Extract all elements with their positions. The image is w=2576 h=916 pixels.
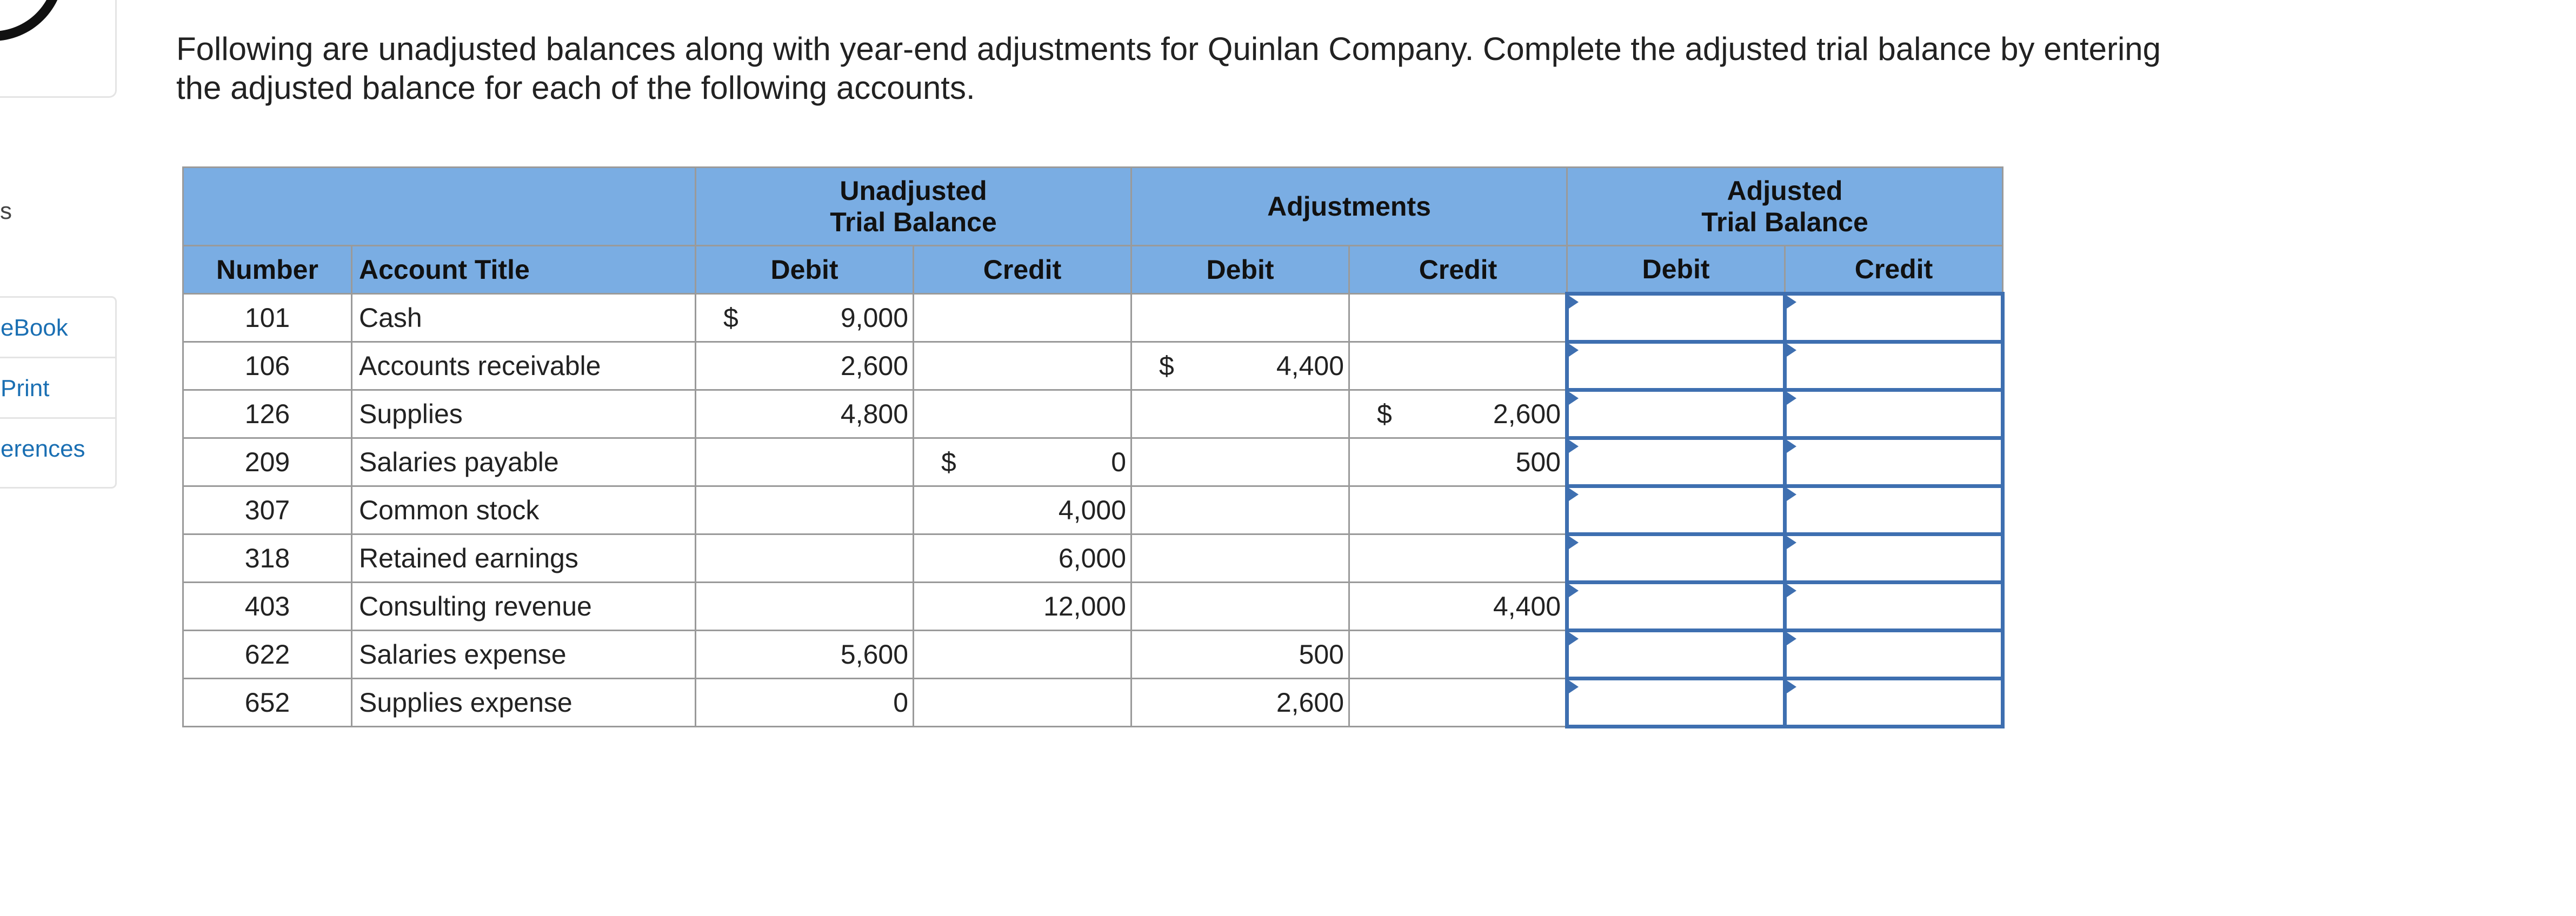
adjusted-debit-input[interactable] [1569, 296, 1783, 340]
unadjusted-credit-cell [914, 438, 1131, 486]
input-marker-icon [1787, 488, 1796, 501]
unadjusted-credit-cell [914, 486, 1131, 534]
unadjusted-credit-cell [914, 534, 1131, 583]
adjusted-debit-input[interactable] [1569, 392, 1783, 436]
unadjusted-credit-cell [914, 294, 1131, 342]
adjusted-debit-input-cell[interactable] [1567, 438, 1785, 486]
unadjusted-credit-value: 4,000 [1058, 495, 1126, 525]
table-row [183, 583, 2003, 631]
adjusted-credit-input-cell[interactable] [1785, 342, 2003, 390]
account-title: Supplies [352, 390, 696, 438]
side-partial-label: s [0, 198, 12, 224]
col-title-header: Account Title [352, 246, 696, 294]
account-title: Supplies expense [352, 679, 696, 727]
dollar-sign: $ [1159, 351, 1174, 381]
unadjusted-debit-value: 0 [893, 687, 908, 718]
unadjusted-debit-cell [696, 534, 914, 583]
trial-balance-table [182, 166, 2005, 728]
account-title: Salaries expense [352, 631, 696, 679]
adjusted-credit-input-cell[interactable] [1785, 390, 2003, 438]
unadjusted-debit-cell [696, 631, 914, 679]
table-row [183, 294, 2003, 342]
adjustment-debit-value: 2,600 [1276, 687, 1344, 718]
unadjusted-credit-cell [914, 583, 1131, 631]
unadjusted-credit-cell [914, 631, 1131, 679]
adjustment-debit-value: 500 [1299, 639, 1344, 670]
account-title: Retained earnings [352, 534, 696, 583]
adjusted-credit-input-cell[interactable] [1785, 534, 2003, 583]
adjusted-debit-input-cell[interactable] [1567, 486, 1785, 534]
input-marker-icon [1787, 680, 1796, 693]
unadjusted-credit-cell [914, 390, 1131, 438]
input-marker-icon [1569, 632, 1579, 645]
unadjusted-debit-cell [696, 390, 914, 438]
account-title: Accounts receivable [352, 342, 696, 390]
adjustment-credit-cell [1349, 486, 1567, 534]
adjusted-credit-input[interactable] [1787, 680, 2001, 725]
side-panel-top [0, 0, 117, 98]
account-title: Cash [352, 294, 696, 342]
account-title: Salaries payable [352, 438, 696, 486]
adjusted-debit-input[interactable] [1569, 536, 1783, 580]
adjusted-debit-input-cell[interactable] [1567, 631, 1785, 679]
adjustment-debit-cell [1131, 583, 1349, 631]
unadjusted-credit-value: 6,000 [1058, 543, 1126, 573]
adjusted-credit-input[interactable] [1787, 488, 2001, 532]
adjustment-credit-value: 2,600 [1493, 399, 1561, 429]
input-marker-icon [1787, 392, 1796, 405]
input-marker-icon [1787, 440, 1796, 453]
adjustment-credit-cell [1349, 534, 1567, 583]
adjusted-debit-input-cell[interactable] [1567, 294, 1785, 342]
adjusted-credit-input[interactable] [1787, 344, 2001, 388]
table-row [183, 486, 2003, 534]
ebook-link[interactable]: eBook [0, 298, 115, 358]
adjusted-credit-input-cell[interactable] [1785, 679, 2003, 727]
adjustment-debit-cell [1131, 534, 1349, 583]
unadjusted-debit-value: 9,000 [840, 303, 908, 333]
unadjusted-debit-cell [696, 438, 914, 486]
references-link[interactable]: erences [1, 436, 85, 462]
unadjusted-debit-cell [696, 486, 914, 534]
unadjusted-debit-cell [696, 583, 914, 631]
unadjusted-credit-cell [914, 679, 1131, 727]
account-number: 126 [183, 390, 352, 438]
col-number-header: Number [183, 246, 352, 294]
header-adjusted-line1: Adjusted [1727, 176, 1843, 206]
account-title: Common stock [352, 486, 696, 534]
col-unadj-debit-header: Debit [696, 246, 914, 294]
adjusted-debit-input[interactable] [1569, 632, 1783, 677]
adjustment-credit-cell [1349, 679, 1567, 727]
adjusted-debit-input[interactable] [1569, 488, 1783, 532]
adjusted-credit-input[interactable] [1787, 584, 2001, 629]
header-adjustments: Adjustments [1131, 168, 1567, 246]
adjustment-credit-value: 4,400 [1493, 591, 1561, 621]
header-adjusted-line2: Trial Balance [1701, 207, 1868, 237]
table-row [183, 679, 2003, 727]
table-row [183, 390, 2003, 438]
adjustment-credit-cell [1349, 294, 1567, 342]
account-number: 652 [183, 679, 352, 727]
account-title: Consulting revenue [352, 583, 696, 631]
header-unadjusted-line1: Unadjusted [840, 176, 987, 206]
adjusted-debit-input-cell[interactable] [1567, 679, 1785, 727]
adjusted-debit-input[interactable] [1569, 584, 1783, 629]
input-marker-icon [1787, 536, 1796, 549]
header-adjusted [1567, 168, 2003, 246]
instructions-text: Following are unadjusted balances along with year-end adjustments for Quinlan Company. Complete the adjusted trial balance by entering the adjusted balance for each of the following accounts. [176, 31, 2161, 106]
input-marker-icon [1569, 680, 1579, 693]
header-unadjusted [696, 168, 1131, 246]
input-marker-icon [1569, 392, 1579, 405]
adjusted-debit-input-cell[interactable] [1567, 390, 1785, 438]
col-adj-debit-header: Debit [1131, 246, 1349, 294]
account-number: 318 [183, 534, 352, 583]
unadjusted-debit-cell [696, 679, 914, 727]
col-adjusted-credit-header: Credit [1785, 246, 2003, 294]
unadjusted-credit-cell [914, 342, 1131, 390]
input-marker-icon [1787, 632, 1796, 645]
adjustment-debit-cell [1131, 679, 1349, 727]
unadjusted-debit-value: 4,800 [840, 399, 908, 429]
input-marker-icon [1569, 488, 1579, 501]
adjustment-credit-cell [1349, 390, 1567, 438]
account-number: 307 [183, 486, 352, 534]
adjusted-debit-input[interactable] [1569, 680, 1783, 725]
header-unadjusted-line2: Trial Balance [830, 207, 997, 237]
input-marker-icon [1569, 344, 1579, 357]
adjusted-debit-input-cell[interactable] [1567, 534, 1785, 583]
dollar-sign: $ [941, 447, 956, 477]
unadjusted-debit-value: 5,600 [840, 639, 908, 670]
unadjusted-credit-value: 0 [1111, 447, 1126, 477]
table-row [183, 438, 2003, 486]
input-marker-icon [1787, 584, 1796, 597]
adjustment-debit-cell [1131, 486, 1349, 534]
adjusted-debit-input[interactable] [1569, 344, 1783, 388]
adjustment-debit-cell [1131, 342, 1349, 390]
input-marker-icon [1569, 584, 1579, 597]
adjusted-credit-input-cell[interactable] [1785, 631, 2003, 679]
adjustment-credit-cell [1349, 583, 1567, 631]
input-marker-icon [1569, 536, 1579, 549]
header-blank [183, 168, 696, 246]
col-adj-credit-header: Credit [1349, 246, 1567, 294]
account-number: 403 [183, 583, 352, 631]
dollar-sign: $ [723, 303, 738, 333]
side-links-panel [0, 296, 117, 489]
adjustment-debit-cell [1131, 390, 1349, 438]
input-marker-icon [1787, 344, 1796, 357]
adjusted-credit-input[interactable] [1787, 632, 2001, 677]
adjustment-credit-cell [1349, 438, 1567, 486]
adjusted-debit-input-cell[interactable] [1567, 342, 1785, 390]
col-adjusted-debit-header: Debit [1567, 246, 1785, 294]
adjusted-credit-input-cell[interactable] [1785, 583, 2003, 631]
account-number: 622 [183, 631, 352, 679]
logo-icon [0, 0, 64, 41]
account-number: 101 [183, 294, 352, 342]
table-row [183, 534, 2003, 583]
adjustment-credit-cell [1349, 631, 1567, 679]
adjusted-credit-input-cell[interactable] [1785, 438, 2003, 486]
dollar-sign: $ [1377, 399, 1392, 429]
adjustment-credit-value: 500 [1515, 447, 1561, 477]
unadjusted-debit-cell [696, 342, 914, 390]
adjusted-debit-input[interactable] [1569, 440, 1783, 484]
adjustment-debit-cell [1131, 294, 1349, 342]
col-unadj-credit-header: Credit [914, 246, 1131, 294]
input-marker-icon [1569, 296, 1579, 309]
account-number: 209 [183, 438, 352, 486]
adjustment-debit-cell [1131, 438, 1349, 486]
adjusted-credit-input-cell[interactable] [1785, 294, 2003, 342]
unadjusted-debit-cell [696, 294, 914, 342]
input-marker-icon [1569, 440, 1579, 453]
adjustment-debit-cell [1131, 631, 1349, 679]
adjusted-debit-input-cell[interactable] [1567, 583, 1785, 631]
account-number: 106 [183, 342, 352, 390]
unadjusted-debit-value: 2,600 [840, 351, 908, 381]
adjustment-debit-value: 4,400 [1276, 351, 1344, 381]
adjusted-credit-input[interactable] [1787, 536, 2001, 580]
unadjusted-credit-value: 12,000 [1043, 591, 1126, 621]
adjustment-credit-cell [1349, 342, 1567, 390]
table-row [183, 631, 2003, 679]
adjusted-credit-input[interactable] [1787, 392, 2001, 436]
input-marker-icon [1787, 296, 1796, 309]
print-link[interactable]: Print [0, 358, 115, 419]
table-row [183, 342, 2003, 390]
adjusted-credit-input[interactable] [1787, 296, 2001, 340]
adjusted-credit-input[interactable] [1787, 440, 2001, 484]
adjusted-credit-input-cell[interactable] [1785, 486, 2003, 534]
